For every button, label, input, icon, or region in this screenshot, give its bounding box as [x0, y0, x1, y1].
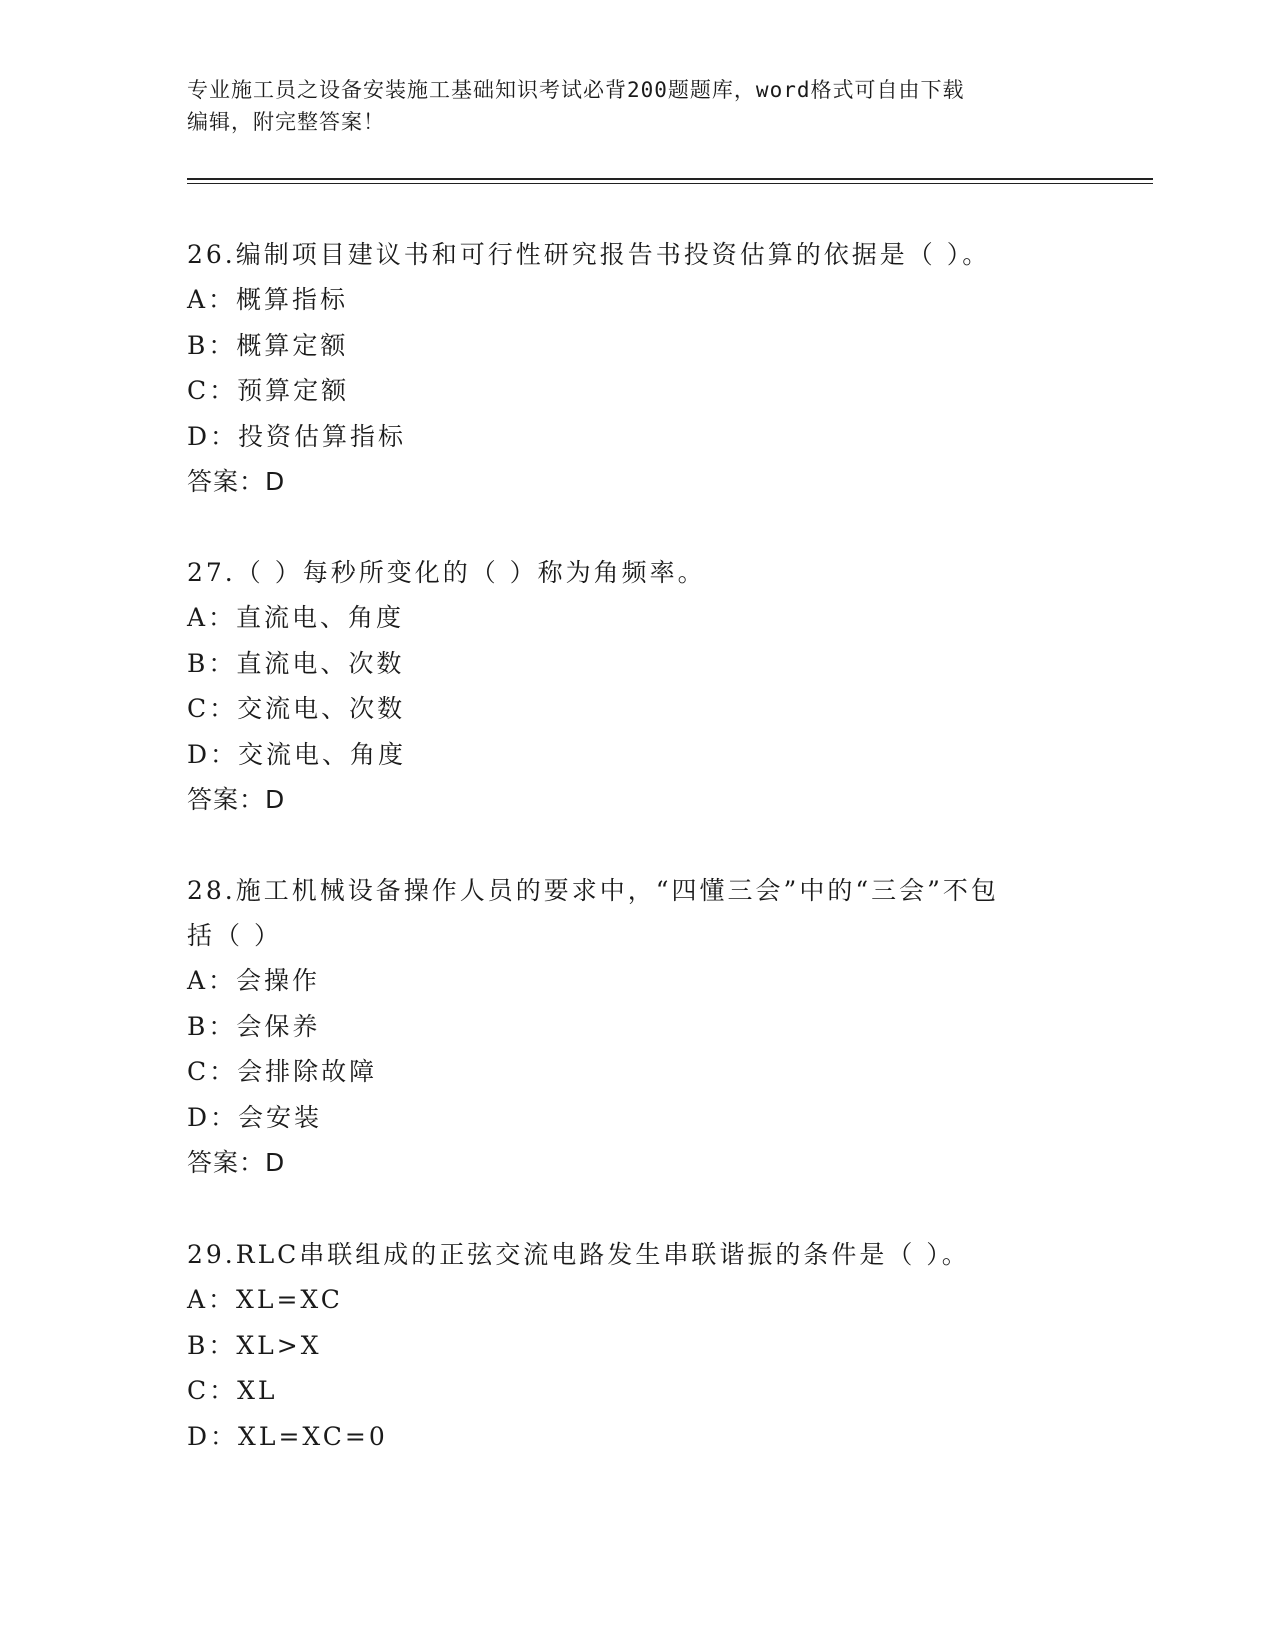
question-28 [187, 868, 1127, 1185]
option-a: A：直流电、角度 [187, 603, 405, 632]
option-b: B：直流电、次数 [187, 648, 405, 678]
question-29 [187, 1232, 1127, 1459]
answer: 答案：D [187, 785, 286, 814]
question-26 [187, 232, 1127, 504]
question-text-line-2: 括（ ） [187, 921, 282, 950]
option-d: D：交流电、角度 [187, 739, 407, 769]
header-title-line-2: 编辑，附完整答案！ [187, 110, 385, 134]
question-text: 27.（ ）每秒所变化的（ ）称为角频率。 [187, 558, 706, 587]
option-a: A：XL=XC [187, 1285, 343, 1314]
option-b: B：概算定额 [187, 330, 349, 360]
question-text: 26.编制项目建议书和可行性研究报告书投资估算的依据是（ ）。 [187, 240, 991, 269]
document-header [187, 74, 1077, 138]
option-a: A：会操作 [187, 966, 321, 995]
option-d: D：投资估算指标 [187, 421, 407, 451]
option-b: B：XL>X [187, 1330, 322, 1360]
option-d: D：XL=XC=0 [187, 1421, 388, 1451]
option-c: C：预算定额 [187, 376, 350, 405]
option-d: D：会安装 [187, 1102, 323, 1132]
option-b: B：会保养 [187, 1011, 321, 1041]
option-c: C：会排除故障 [187, 1057, 378, 1086]
header-title-line-1: 专业施工员之设备安装施工基础知识考试必背200题题库，word格式可自由下载 [187, 78, 965, 102]
header-divider-thin [187, 183, 1153, 184]
question-text-line-1: 28.施工机械设备操作人员的要求中，“四懂三会”中的“三会”不包 [187, 876, 999, 905]
option-c: C：交流电、次数 [187, 694, 406, 723]
option-c: C：XL [187, 1376, 278, 1405]
answer: 答案：D [187, 467, 286, 496]
question-text: 29.RLC串联组成的正弦交流电路发生串联谐振的条件是（ ）。 [187, 1240, 970, 1269]
header-divider-thick [187, 178, 1153, 180]
question-27 [187, 550, 1127, 822]
answer: 答案：D [187, 1148, 286, 1177]
option-a: A：概算指标 [187, 285, 349, 314]
